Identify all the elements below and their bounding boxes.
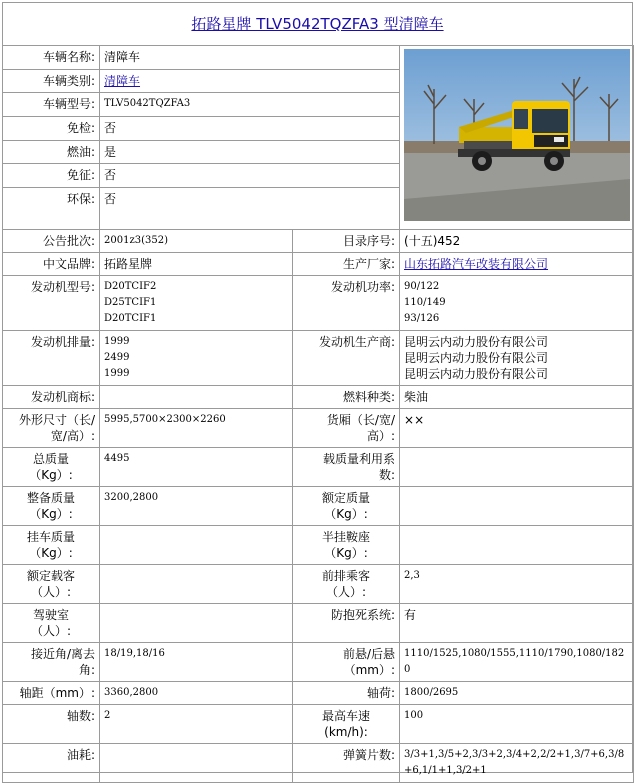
label-fuel: 燃油: — [3, 140, 100, 164]
label-manufacturer: 生产厂家: — [293, 253, 400, 276]
engine-power-3: 93/126 — [404, 313, 440, 324]
label-overhang — [293, 643, 400, 682]
value-vehicle-category — [100, 69, 400, 93]
vehicle-category-link[interactable]: 清障车 — [104, 73, 141, 88]
label-dimensions-line2: 宽/高）: — [50, 429, 95, 443]
value-manufacturer — [400, 253, 634, 276]
label-curb-mass — [3, 487, 100, 526]
engine-maker-2: 昆明云内动力股份有限公司 — [404, 351, 549, 365]
label-angles-line1: 接近角/离去 — [30, 647, 95, 661]
value-dimensions: 5995,5700×2300×2260 — [100, 409, 293, 448]
value-engine-power — [400, 276, 634, 331]
value-vehicle-model: TLV5042TQZFA3 — [100, 93, 400, 117]
manufacturer-link[interactable]: 山东拓路汽车改装有限公司 — [404, 257, 549, 271]
label-saddle-line2: （Kg）: — [324, 546, 368, 560]
value-rated-passengers — [100, 565, 293, 604]
value-axle-load: 1800/2695 — [400, 682, 634, 705]
label-engine-brand: 发动机商标: — [3, 386, 100, 409]
label-rated-mass-line2: （Kg）: — [324, 507, 368, 521]
label-vehicle-category: 车辆类别: — [3, 69, 100, 93]
value-catalog-no: (十五)452 — [400, 230, 634, 253]
label-axle-load: 轴荷: — [293, 682, 400, 705]
label-rated-passengers-line1: 额定载客 — [26, 569, 75, 583]
label-engine-model: 发动机型号: — [3, 276, 100, 331]
label-max-speed-line1: 最高车速 — [322, 709, 371, 723]
label-wheelbase: 轴距（mm）: — [3, 682, 100, 705]
label-load-ratio-line2: 数: — [378, 468, 396, 482]
value-curb-mass: 3200,2800 — [100, 487, 293, 526]
value-fuel-consumption — [100, 744, 293, 783]
value-engine-model — [100, 276, 293, 331]
label-fuel-type: 燃料种类: — [293, 386, 400, 409]
label-vehicle-name: 车辆名称: — [3, 46, 100, 70]
label-cargo-box-line2: 高）: — [366, 429, 396, 443]
label-overhang-line1: 前悬/后悬 — [342, 647, 396, 661]
value-abs: 有 — [400, 604, 634, 643]
value-cert-exempt: 否 — [100, 164, 400, 188]
value-load-ratio — [400, 448, 634, 487]
label-front-passengers-line1: 前排乘客 — [322, 569, 371, 583]
value-gross-mass: 4495 — [100, 448, 293, 487]
label-cert-exempt: 免征: — [3, 164, 100, 188]
engine-model-1: D20TCIF2 — [104, 281, 157, 292]
label-front-passengers — [293, 565, 400, 604]
vehicle-photo-cell — [400, 46, 634, 230]
label-front-passengers-line2: （人）: — [325, 585, 367, 599]
page-title — [2, 2, 633, 45]
label-rated-passengers-line2: （人）: — [30, 585, 72, 599]
label-load-ratio-line1: 载质量利用系 — [323, 452, 396, 466]
label-axles: 轴数: — [3, 705, 100, 744]
engine-maker-3: 昆明云内动力股份有限公司 — [404, 367, 549, 381]
engine-model-2: D25TCIF1 — [104, 297, 157, 308]
value-spring-leaves: 3/3+1,3/5+2,3/3+2,3/4+2,2/2+1,3/7+6,3/8+6,1/1+1,3/2+1 — [400, 744, 634, 783]
label-gross-mass-line1: 总质量 — [32, 452, 69, 466]
label-engine-power: 发动机功率: — [293, 276, 400, 331]
label-gross-mass-line2: （Kg）: — [29, 468, 73, 482]
yellow-tow-truck-photo — [404, 49, 630, 221]
label-abs: 防抱死系统: — [293, 604, 400, 643]
label-gross-mass — [3, 448, 100, 487]
value-cargo-box: ×× — [400, 409, 634, 448]
label-rated-mass-line1: 额定质量 — [322, 491, 371, 505]
engine-maker-1: 昆明云内动力股份有限公司 — [404, 335, 549, 349]
value-fuel-type: 柴油 — [400, 386, 634, 409]
label-cab-line2: （人）: — [30, 624, 72, 638]
label-dimensions — [3, 409, 100, 448]
engine-power-2: 110/149 — [404, 297, 446, 308]
label-batch: 公告批次: — [3, 230, 100, 253]
value-vehicle-name: 清障车 — [100, 46, 400, 70]
value-front-passengers: 2,3 — [400, 565, 634, 604]
engine-model-3: D20TCIF1 — [104, 313, 157, 324]
label-brand: 中文品牌: — [3, 253, 100, 276]
label-trailer-mass-line2: （Kg）: — [29, 546, 73, 560]
label-trailer-mass — [3, 526, 100, 565]
label-max-speed — [293, 705, 400, 744]
label-dimensions-line1: 外形尺寸（长/ — [18, 413, 95, 427]
label-rated-mass — [293, 487, 400, 526]
displacement-2: 2499 — [104, 352, 130, 363]
label-load-ratio — [293, 448, 400, 487]
label-max-speed-line2: (km/h): — [324, 725, 368, 739]
label-saddle — [293, 526, 400, 565]
value-fuel: 是 — [100, 140, 400, 164]
label-cab — [3, 604, 100, 643]
value-trailer-mass — [100, 526, 293, 565]
label-displacement: 发动机排量: — [3, 331, 100, 386]
value-exempt: 否 — [100, 116, 400, 140]
title-link[interactable]: 拓路星牌 TLV5042TQZFA3 型清障车 — [191, 15, 444, 33]
value-batch: 2001z3(352) — [100, 230, 293, 253]
value-displacement — [100, 331, 293, 386]
label-cargo-box — [293, 409, 400, 448]
value-engine-maker — [400, 331, 634, 386]
displacement-3: 1999 — [104, 368, 130, 379]
value-cab — [100, 604, 293, 643]
label-fuel-consumption: 油耗: — [3, 744, 100, 783]
spec-table — [2, 45, 634, 783]
value-overhang: 1110/1525,1080/1555,1110/1790,1080/1820 — [400, 643, 634, 682]
label-eco: 环保: — [3, 187, 100, 229]
value-rated-mass — [400, 487, 634, 526]
value-eco: 否 — [100, 187, 400, 229]
label-curb-mass-line2: （Kg）: — [29, 507, 73, 521]
label-cargo-box-line1: 货厢（长/宽/ — [326, 413, 396, 427]
label-angles — [3, 643, 100, 682]
label-trailer-mass-line1: 挂车质量 — [26, 530, 75, 544]
label-exempt: 免检: — [3, 116, 100, 140]
value-brand: 拓路星牌 — [100, 253, 293, 276]
value-engine-brand — [100, 386, 293, 409]
value-angles: 18/19,18/16 — [100, 643, 293, 682]
displacement-1: 1999 — [104, 336, 130, 347]
label-rated-passengers — [3, 565, 100, 604]
value-wheelbase: 3360,2800 — [100, 682, 293, 705]
label-engine-maker: 发动机生产商: — [293, 331, 400, 386]
label-spring-leaves: 弹簧片数: — [293, 744, 400, 783]
label-curb-mass-line1: 整备质量 — [26, 491, 75, 505]
value-max-speed: 100 — [400, 705, 634, 744]
label-saddle-line1: 半挂鞍座 — [322, 530, 371, 544]
value-axles: 2 — [100, 705, 293, 744]
label-catalog-no: 目录序号: — [293, 230, 400, 253]
label-vehicle-model: 车辆型号: — [3, 93, 100, 117]
label-overhang-line2: （mm）: — [343, 663, 396, 677]
value-saddle — [400, 526, 634, 565]
label-angles-line2: 角: — [78, 663, 95, 677]
label-cab-line1: 驾驶室 — [32, 608, 69, 622]
engine-power-1: 90/122 — [404, 281, 440, 292]
